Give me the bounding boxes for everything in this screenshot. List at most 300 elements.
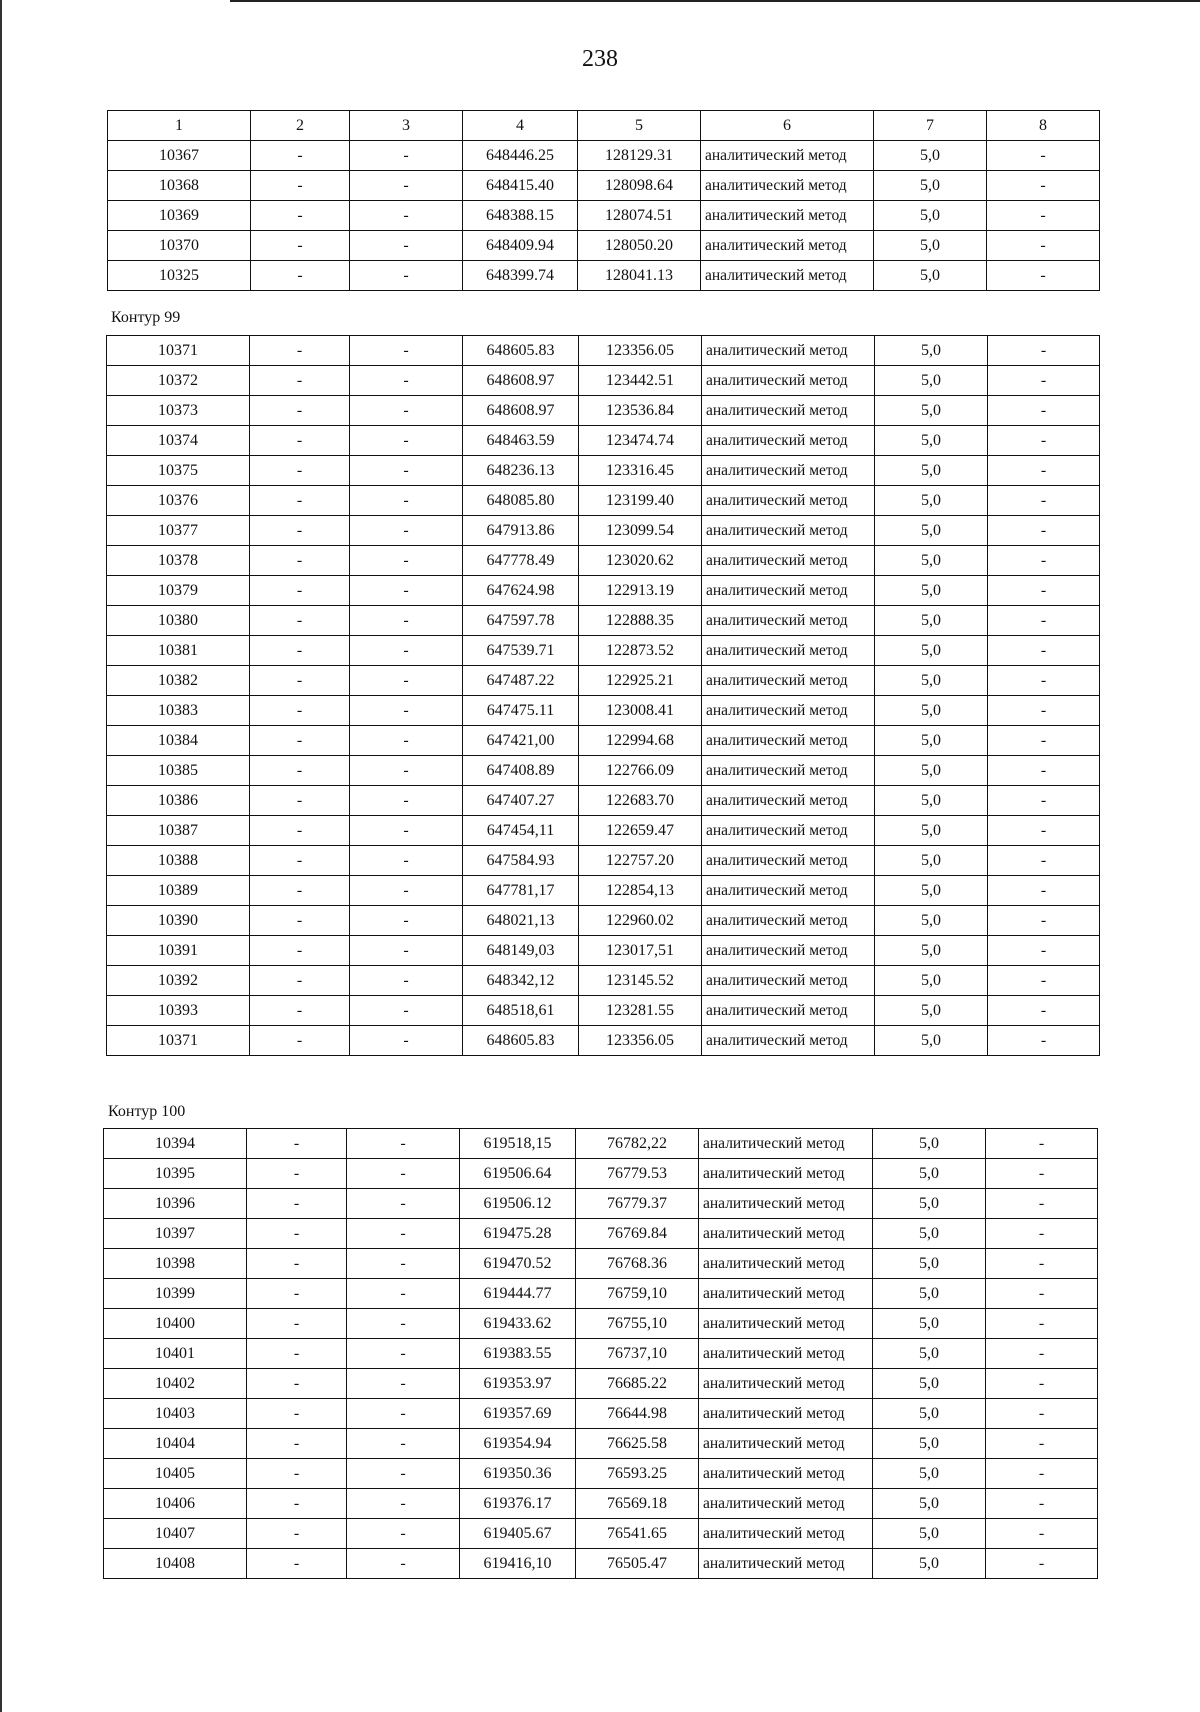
table-cell: 5,0 xyxy=(873,1519,986,1549)
table-cell: 76755,10 xyxy=(576,1309,699,1339)
table-cell: 5,0 xyxy=(873,1219,986,1249)
table-row xyxy=(107,726,1100,756)
table-cell: 5,0 xyxy=(873,1129,986,1159)
table-cell: - xyxy=(350,666,463,696)
table-row xyxy=(104,1489,1098,1519)
column-header: 7 xyxy=(874,111,987,141)
table-cell: 619357.69 xyxy=(460,1399,576,1429)
table-cell: аналитический метод xyxy=(702,336,875,366)
table-cell: - xyxy=(250,816,350,846)
column-header: 8 xyxy=(987,111,1100,141)
table-cell: - xyxy=(251,201,350,231)
table-row xyxy=(107,516,1100,546)
table-cell: 5,0 xyxy=(875,426,988,456)
table-cell: 122960.02 xyxy=(579,906,702,936)
table-row xyxy=(108,171,1100,201)
table-row xyxy=(104,1159,1098,1189)
table-cell: 619475.28 xyxy=(460,1219,576,1249)
table-cell: - xyxy=(986,1399,1098,1429)
table-cell: - xyxy=(986,1219,1098,1249)
table-row xyxy=(107,846,1100,876)
table-cell: - xyxy=(347,1339,460,1369)
table-cell: 619518,15 xyxy=(460,1129,576,1159)
table-cell: 10385 xyxy=(107,756,250,786)
table-row xyxy=(104,1309,1098,1339)
table-cell: 10390 xyxy=(107,906,250,936)
table-cell: 10402 xyxy=(104,1369,247,1399)
table-cell: аналитический метод xyxy=(699,1459,873,1489)
table-row xyxy=(107,966,1100,996)
table-row xyxy=(107,936,1100,966)
table-cell: 647475.11 xyxy=(463,696,579,726)
table-cell: 10403 xyxy=(104,1399,247,1429)
table-header-row xyxy=(108,111,1100,141)
table-cell: 122854,13 xyxy=(579,876,702,906)
table-cell: 123145.52 xyxy=(579,966,702,996)
table-cell: 10373 xyxy=(107,396,250,426)
table-row xyxy=(104,1459,1098,1489)
table-cell: 5,0 xyxy=(873,1189,986,1219)
table-cell: - xyxy=(347,1189,460,1219)
table-cell: - xyxy=(250,756,350,786)
table-cell: аналитический метод xyxy=(702,606,875,636)
table-row xyxy=(104,1249,1098,1279)
table-cell: 647408.89 xyxy=(463,756,579,786)
table-cell: 5,0 xyxy=(875,816,988,846)
table-cell: 647597.78 xyxy=(463,606,579,636)
table-cell: 648085.80 xyxy=(463,486,579,516)
table-cell: 5,0 xyxy=(875,576,988,606)
table-cell: 122925.21 xyxy=(579,666,702,696)
table-cell: - xyxy=(988,456,1100,486)
table-cell: 10398 xyxy=(104,1249,247,1279)
table-cell: - xyxy=(347,1369,460,1399)
table-cell: аналитический метод xyxy=(699,1549,873,1579)
table-cell: 10380 xyxy=(107,606,250,636)
column-header: 6 xyxy=(701,111,874,141)
table-cell: 5,0 xyxy=(873,1249,986,1279)
table-cell: аналитический метод xyxy=(699,1249,873,1279)
table-cell: - xyxy=(247,1519,347,1549)
table-cell: 5,0 xyxy=(875,486,988,516)
table-cell: аналитический метод xyxy=(699,1219,873,1249)
table-cell: 619433.62 xyxy=(460,1309,576,1339)
table-row xyxy=(104,1369,1098,1399)
table-cell: 10392 xyxy=(107,966,250,996)
table-row xyxy=(104,1189,1098,1219)
table-cell: 128074.51 xyxy=(578,201,701,231)
table-cell: 123199.40 xyxy=(579,486,702,516)
table-cell: аналитический метод xyxy=(699,1279,873,1309)
table-cell: 10396 xyxy=(104,1189,247,1219)
table-cell: - xyxy=(987,231,1100,261)
column-header: 3 xyxy=(350,111,463,141)
table-cell: 128041.13 xyxy=(578,261,701,291)
table-cell: - xyxy=(250,456,350,486)
table-cell: - xyxy=(350,1026,463,1056)
table-row xyxy=(107,576,1100,606)
table-cell: 10384 xyxy=(107,726,250,756)
table-cell: 76759,10 xyxy=(576,1279,699,1309)
table-cell: 10379 xyxy=(107,576,250,606)
table-cell: аналитический метод xyxy=(702,876,875,906)
table-cell: - xyxy=(987,141,1100,171)
table-cell: - xyxy=(988,996,1100,1026)
table-cell: 10372 xyxy=(107,366,250,396)
table-cell: - xyxy=(347,1129,460,1159)
table-cell: 619416,10 xyxy=(460,1549,576,1579)
table-cell: - xyxy=(987,261,1100,291)
table-cell: аналитический метод xyxy=(702,996,875,1026)
table-cell: - xyxy=(988,666,1100,696)
table-row xyxy=(107,336,1100,366)
table-cell: 10378 xyxy=(107,546,250,576)
table-cell: 648446.25 xyxy=(463,141,578,171)
table-cell: - xyxy=(251,141,350,171)
table-cell: - xyxy=(350,336,463,366)
table-cell: 619405.67 xyxy=(460,1519,576,1549)
table-cell: - xyxy=(350,756,463,786)
table-cell: - xyxy=(347,1519,460,1549)
table-cell: 5,0 xyxy=(873,1459,986,1489)
table-cell: 10370 xyxy=(108,231,251,261)
table-cell: - xyxy=(988,516,1100,546)
table-cell: - xyxy=(350,966,463,996)
table-cell: 5,0 xyxy=(875,876,988,906)
table-cell: - xyxy=(250,606,350,636)
table-cell: - xyxy=(986,1159,1098,1189)
table-cell: 648149,03 xyxy=(463,936,579,966)
table-cell: 5,0 xyxy=(875,546,988,576)
table-cell: 648463.59 xyxy=(463,426,579,456)
table-cell: - xyxy=(350,426,463,456)
table-cell: 619506.12 xyxy=(460,1189,576,1219)
table-cell: - xyxy=(247,1429,347,1459)
table-cell: - xyxy=(988,1026,1100,1056)
table-cell: - xyxy=(988,546,1100,576)
table-cell: 5,0 xyxy=(873,1369,986,1399)
table-cell: - xyxy=(247,1129,347,1159)
table-cell: - xyxy=(988,966,1100,996)
table-cell: - xyxy=(350,936,463,966)
table-row xyxy=(107,696,1100,726)
table-cell: - xyxy=(347,1399,460,1429)
table-cell: - xyxy=(347,1219,460,1249)
table-cell: 5,0 xyxy=(875,996,988,1026)
table-cell: 123008.41 xyxy=(579,696,702,726)
table-cell: - xyxy=(250,546,350,576)
table-cell: - xyxy=(350,261,463,291)
table-cell: 128050.20 xyxy=(578,231,701,261)
table-cell: 5,0 xyxy=(875,786,988,816)
table-cell: 10368 xyxy=(108,171,251,201)
table-cell: аналитический метод xyxy=(702,516,875,546)
table-cell: - xyxy=(988,756,1100,786)
table-row xyxy=(107,816,1100,846)
table-cell: 648342,12 xyxy=(463,966,579,996)
table-cell: 10387 xyxy=(107,816,250,846)
table-cell: - xyxy=(986,1189,1098,1219)
table-cell: - xyxy=(250,906,350,936)
table-cell: 128098.64 xyxy=(578,171,701,201)
table-cell: - xyxy=(251,261,350,291)
table-cell: 648605.83 xyxy=(463,336,579,366)
table-cell: 647584.93 xyxy=(463,846,579,876)
section-label-contour-100: Контур 100 xyxy=(108,1103,186,1120)
table-cell: - xyxy=(986,1339,1098,1369)
table-cell: 10381 xyxy=(107,636,250,666)
table-cell: 122757.20 xyxy=(579,846,702,876)
table-cell: - xyxy=(988,876,1100,906)
table-row xyxy=(107,546,1100,576)
table-cell: - xyxy=(986,1279,1098,1309)
table-cell: аналитический метод xyxy=(702,636,875,666)
table-cell: 10367 xyxy=(108,141,251,171)
table-cell: - xyxy=(986,1309,1098,1339)
table-cell: аналитический метод xyxy=(702,456,875,486)
table-cell: 5,0 xyxy=(873,1339,986,1369)
table-row xyxy=(107,636,1100,666)
section-label-contour-99: Контур 99 xyxy=(111,309,181,326)
table-cell: аналитический метод xyxy=(702,726,875,756)
table-cell: аналитический метод xyxy=(702,906,875,936)
table-cell: 5,0 xyxy=(875,726,988,756)
table-cell: 76685.22 xyxy=(576,1369,699,1399)
table-row xyxy=(104,1129,1098,1159)
table-cell: - xyxy=(347,1159,460,1189)
table-row xyxy=(104,1219,1098,1249)
table-cell: 5,0 xyxy=(873,1429,986,1459)
table-cell: - xyxy=(250,786,350,816)
column-header: 4 xyxy=(463,111,578,141)
table-cell: 76541.65 xyxy=(576,1519,699,1549)
table-cell: 122913.19 xyxy=(579,576,702,606)
table-cell: аналитический метод xyxy=(702,966,875,996)
table-cell: - xyxy=(247,1249,347,1279)
table-cell: 619506.64 xyxy=(460,1159,576,1189)
table-cell: 647487.22 xyxy=(463,666,579,696)
table-cell: - xyxy=(347,1249,460,1279)
table-cell: 619354.94 xyxy=(460,1429,576,1459)
table-cell: - xyxy=(250,666,350,696)
table-cell: 647421,00 xyxy=(463,726,579,756)
table-cell: - xyxy=(347,1279,460,1309)
table-cell: - xyxy=(347,1429,460,1459)
table-cell: 5,0 xyxy=(875,456,988,486)
table-cell: - xyxy=(350,606,463,636)
table-cell: - xyxy=(350,516,463,546)
table-cell: - xyxy=(347,1489,460,1519)
table-row xyxy=(104,1399,1098,1429)
table-cell: - xyxy=(247,1549,347,1579)
table-cell: 5,0 xyxy=(875,396,988,426)
table-cell: - xyxy=(250,576,350,606)
table-cell: 122659.47 xyxy=(579,816,702,846)
table-cell: 10369 xyxy=(108,201,251,231)
table-cell: 123017,51 xyxy=(579,936,702,966)
table-cell: - xyxy=(250,1026,350,1056)
table-cell: 10395 xyxy=(104,1159,247,1189)
table-cell: - xyxy=(350,201,463,231)
table-cell: - xyxy=(250,486,350,516)
table-cell: - xyxy=(250,426,350,456)
table-row xyxy=(107,786,1100,816)
table-row xyxy=(107,606,1100,636)
table-cell: аналитический метод xyxy=(702,396,875,426)
table-cell: 619350.36 xyxy=(460,1459,576,1489)
column-header: 1 xyxy=(108,111,251,141)
table-cell: 647539.71 xyxy=(463,636,579,666)
table-cell: 5,0 xyxy=(875,516,988,546)
table-cell: 5,0 xyxy=(874,261,987,291)
table-cell: 5,0 xyxy=(875,636,988,666)
table-cell: аналитический метод xyxy=(702,366,875,396)
table-cell: 648021,13 xyxy=(463,906,579,936)
table-row xyxy=(107,756,1100,786)
table-cell: 123536.84 xyxy=(579,396,702,426)
table-cell: 10399 xyxy=(104,1279,247,1309)
table-cell: - xyxy=(350,996,463,1026)
table-cell: аналитический метод xyxy=(701,141,874,171)
table-row xyxy=(107,906,1100,936)
table-cell: 123442.51 xyxy=(579,366,702,396)
table-cell: - xyxy=(347,1549,460,1579)
table-row xyxy=(107,456,1100,486)
table-cell: 647781,17 xyxy=(463,876,579,906)
table-row xyxy=(104,1429,1098,1459)
table-cell: - xyxy=(987,201,1100,231)
table-cell: - xyxy=(250,966,350,996)
table-cell: - xyxy=(988,696,1100,726)
table-cell: 5,0 xyxy=(875,846,988,876)
table-cell: аналитический метод xyxy=(702,756,875,786)
table-cell: 76644.98 xyxy=(576,1399,699,1429)
table-cell: - xyxy=(350,231,463,261)
table-row xyxy=(104,1339,1098,1369)
table-cell: 5,0 xyxy=(875,336,988,366)
page-number: 238 xyxy=(582,46,618,72)
table-cell: - xyxy=(250,936,350,966)
table-cell: - xyxy=(988,636,1100,666)
table-cell: аналитический метод xyxy=(699,1129,873,1159)
table-cell: аналитический метод xyxy=(702,666,875,696)
table-cell: 76625.58 xyxy=(576,1429,699,1459)
table-cell: 647778.49 xyxy=(463,546,579,576)
table-row xyxy=(107,396,1100,426)
table-cell: 647624.98 xyxy=(463,576,579,606)
table-cell: 123356.05 xyxy=(579,1026,702,1056)
table-cell: 10376 xyxy=(107,486,250,516)
table-cell: 10401 xyxy=(104,1339,247,1369)
table-cell: - xyxy=(250,396,350,426)
table-cell: аналитический метод xyxy=(701,261,874,291)
table-cell: - xyxy=(251,231,350,261)
table-cell: - xyxy=(986,1519,1098,1549)
table-cell: 10394 xyxy=(104,1129,247,1159)
coordinates-table-continued xyxy=(107,110,1100,291)
table-cell: - xyxy=(988,726,1100,756)
coordinates-table-contour-99 xyxy=(106,335,1100,1056)
table-row xyxy=(104,1519,1098,1549)
table-cell: - xyxy=(251,171,350,201)
table-cell: 5,0 xyxy=(873,1309,986,1339)
table-cell: - xyxy=(247,1189,347,1219)
table-cell: 5,0 xyxy=(875,1026,988,1056)
table-cell: - xyxy=(350,636,463,666)
table-cell: 10374 xyxy=(107,426,250,456)
table-cell: 76782,22 xyxy=(576,1129,699,1159)
table-cell: - xyxy=(988,366,1100,396)
table-cell: - xyxy=(988,576,1100,606)
table-cell: - xyxy=(350,396,463,426)
table-cell: аналитический метод xyxy=(702,546,875,576)
table-cell: 10391 xyxy=(107,936,250,966)
table-cell: аналитический метод xyxy=(702,426,875,456)
table-cell: 10383 xyxy=(107,696,250,726)
table-cell: 619376.17 xyxy=(460,1489,576,1519)
table-cell: 619444.77 xyxy=(460,1279,576,1309)
table-cell: 123099.54 xyxy=(579,516,702,546)
table-cell: аналитический метод xyxy=(699,1429,873,1459)
table-cell: 648608.97 xyxy=(463,366,579,396)
table-row xyxy=(107,996,1100,1026)
table-row xyxy=(107,426,1100,456)
table-cell: аналитический метод xyxy=(701,171,874,201)
table-cell: 76737,10 xyxy=(576,1339,699,1369)
table-cell: - xyxy=(986,1459,1098,1489)
table-cell: 5,0 xyxy=(875,666,988,696)
table-cell: - xyxy=(247,1159,347,1189)
table-cell: 5,0 xyxy=(875,696,988,726)
table-cell: 10400 xyxy=(104,1309,247,1339)
table-cell: 76768.36 xyxy=(576,1249,699,1279)
table-cell: - xyxy=(988,336,1100,366)
table-cell: - xyxy=(250,366,350,396)
table-cell: 122873.52 xyxy=(579,636,702,666)
table-row xyxy=(107,1026,1100,1056)
table-cell: 5,0 xyxy=(873,1489,986,1519)
table-cell: - xyxy=(250,726,350,756)
table-cell: - xyxy=(247,1399,347,1429)
table-cell: - xyxy=(250,846,350,876)
table-cell: 10407 xyxy=(104,1519,247,1549)
table-cell: 5,0 xyxy=(875,936,988,966)
table-cell: 122683.70 xyxy=(579,786,702,816)
table-cell: аналитический метод xyxy=(702,486,875,516)
table-row xyxy=(108,261,1100,291)
table-cell: - xyxy=(350,696,463,726)
table-cell: 10371 xyxy=(107,336,250,366)
table-cell: 648518,61 xyxy=(463,996,579,1026)
table-cell: 5,0 xyxy=(875,606,988,636)
table-cell: 10406 xyxy=(104,1489,247,1519)
coordinates-table-contour-100 xyxy=(103,1128,1098,1579)
table-cell: 619470.52 xyxy=(460,1249,576,1279)
table-cell: - xyxy=(988,426,1100,456)
table-cell: 647454,11 xyxy=(463,816,579,846)
table-row xyxy=(107,666,1100,696)
table-cell: 5,0 xyxy=(873,1549,986,1579)
table-cell: аналитический метод xyxy=(702,816,875,846)
table-cell: - xyxy=(350,456,463,486)
table-cell: - xyxy=(350,366,463,396)
table-cell: 76505.47 xyxy=(576,1549,699,1579)
table-cell: - xyxy=(350,486,463,516)
table-cell: 5,0 xyxy=(875,906,988,936)
table-cell: 10388 xyxy=(107,846,250,876)
table-cell: аналитический метод xyxy=(701,231,874,261)
table-cell: 619383.55 xyxy=(460,1339,576,1369)
